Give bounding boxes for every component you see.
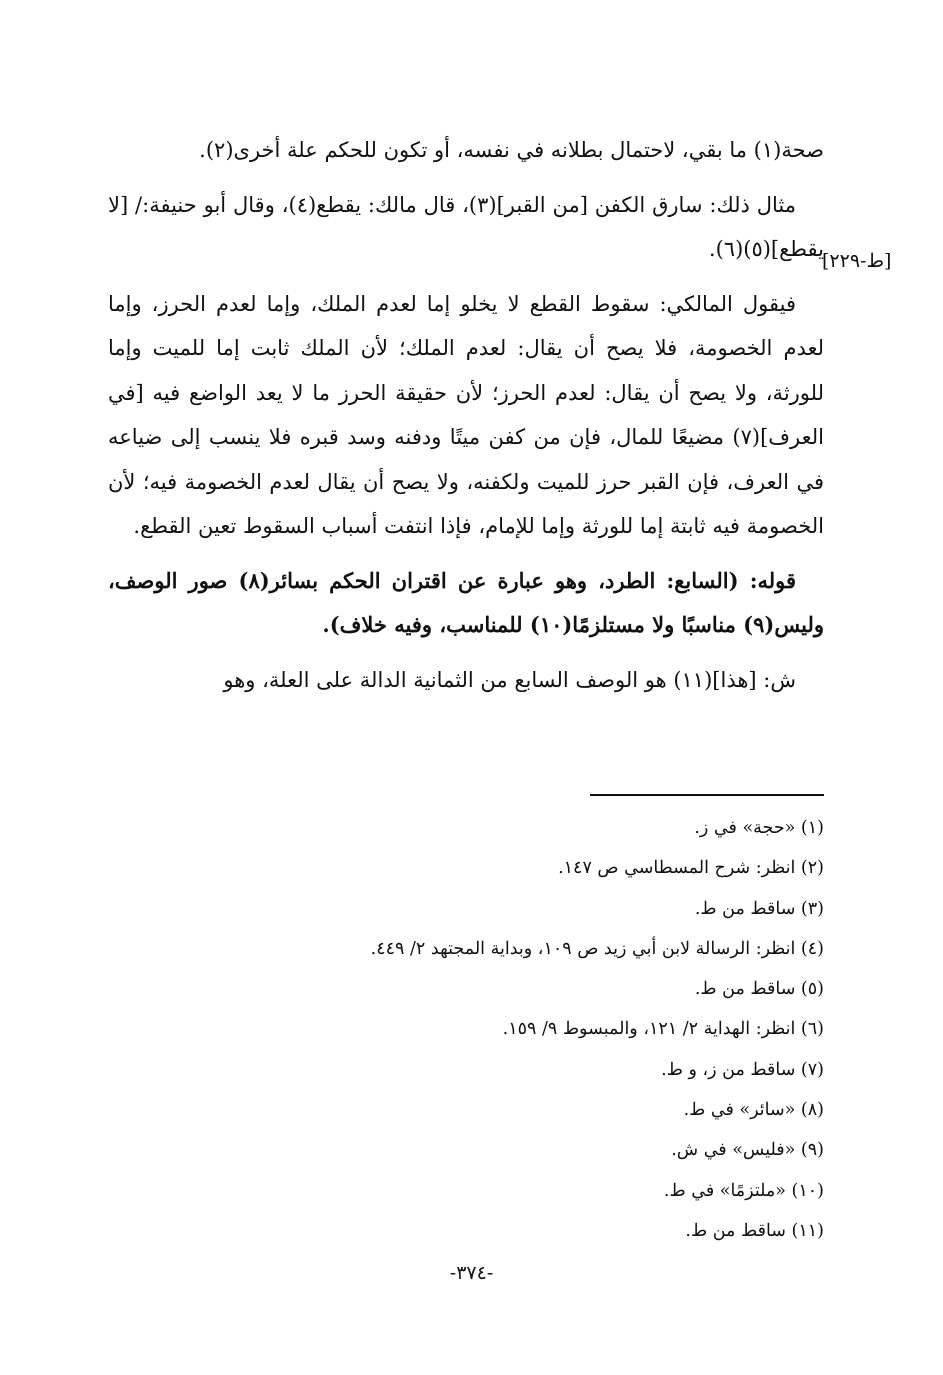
footnote-5: (٥) ساقط من ط.	[694, 979, 824, 1000]
footnote-1: (١) «حجة» في ز.	[694, 818, 824, 838]
paragraph-1: صحة(١) ما بقي، لاحتمال بطلانه في نفسه، أو تكون للحكم علة أخرى(٢).	[199, 138, 824, 162]
footnote-8: (٨) «سائر» في ط.	[683, 1100, 824, 1121]
footnote-7: (٧) ساقط من ز، و ط.	[661, 1059, 824, 1080]
paragraph-3: فيقول المالكي: سقوط القطع لا يخلو إما لعدم الملك، وإما لعدم الحرز، وإما لعدم الخصومة، فلا يصح أن يقال: لعدم الملك؛ لأن الملك ثابت إما للميت وإما للورثة، ولا يصح أن يقال: لعدم الحرز؛ لأن حقيقة الحرز ما لا يعد الواضع فيه [في العرف](٧) مضيعًا للمال، فإن من كفن ميتًا ودفنه وسد قبره فلا ينسب إلى ضياعه في العرف، فإن القبر حرز للميت ولكفنه، ولا يصح أن يقال لعدم الخصومة فيه؛ لأن الخصومة فيه ثابتة إما للورثة وإما للإمام، فإذا انتفت أسباب السقوط تعين القطع.	[108, 291, 824, 538]
paragraph-4-quote: قوله: (السابع: الطرد، وهو عبارة عن اقتران الحكم بسائر(٨) صور الوصف، وليس(٩) مناسبًا ولا مستلزمًا(١٠) للمناسب، وفيه خلاف).	[108, 567, 824, 637]
footnote-6: (٦) انظر: الهداية ٢/ ١٢١، والمبسوط ٩/ ١٥٩.	[502, 1019, 824, 1040]
footnote-11: (١١) ساقط من ط.	[685, 1220, 824, 1241]
footnote-2: (٢) انظر: شرح المسطاسي ص ١٤٧.	[558, 858, 824, 879]
footnote-divider	[590, 794, 824, 796]
footnote-4: (٤) انظر: الرسالة لابن أبي زيد ص ١٠٩، وبداية المجتهد ٢/ ٤٤٩.	[370, 938, 824, 959]
footnotes	[108, 808, 824, 1251]
page-number: -٣٧٤-	[449, 1262, 494, 1284]
paragraph-5: ش: [هذا](١١) هو الوصف السابع من الثمانية الدالة على العلة، وهو	[223, 667, 796, 692]
main-text	[108, 128, 824, 712]
footnote-3: (٣) ساقط من ط.	[694, 898, 824, 919]
footnote-9: (٩) «فليس» في ش.	[671, 1140, 824, 1161]
footnote-10: (١٠) «ملتزمًا» في ط.	[663, 1180, 824, 1201]
margin-note: [ط-٢٢٩]	[822, 250, 892, 272]
paragraph-2: مثال ذلك: سارق الكفن [من القبر](٣)، قال مالك: يقطع(٤)، وقال أبو حنيفة:/ [لا يقطع](٥)(٦).	[108, 192, 824, 261]
